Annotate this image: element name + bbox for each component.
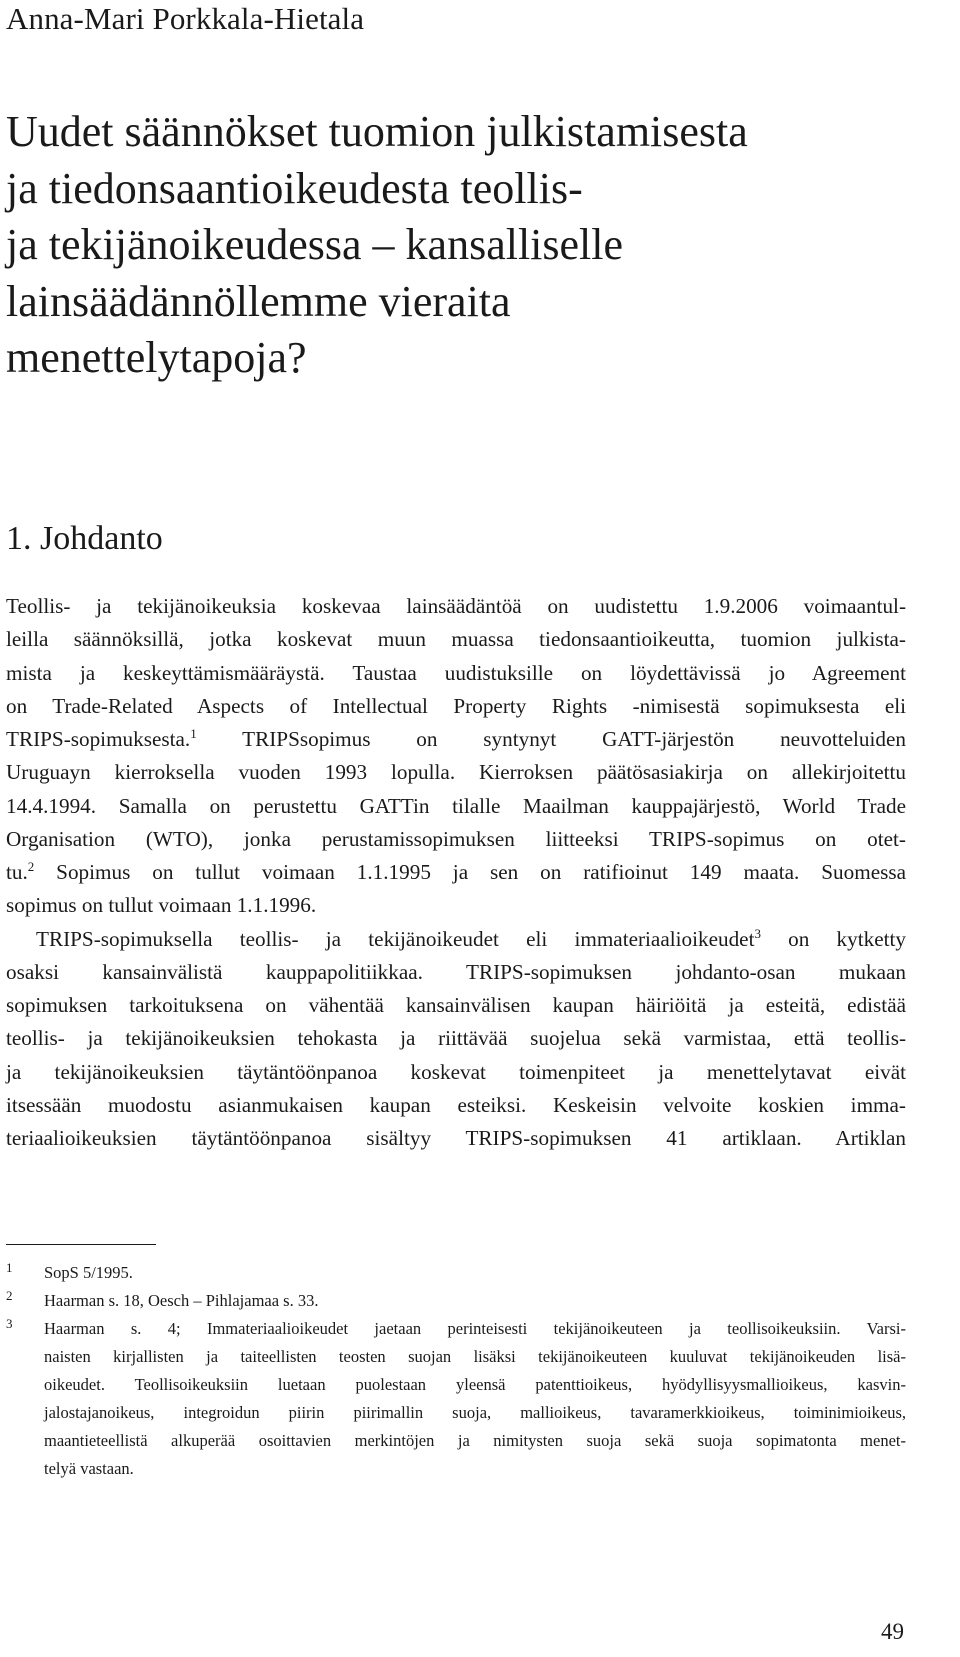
footnote-number: 3 <box>6 1316 13 1331</box>
title-line: menettelytapoja? <box>6 333 307 382</box>
running-header-author: Anna-Mari Porkkala-Hietala <box>6 1 365 36</box>
text-line: mista ja keskeyttämismääräystä. Taustaa uudistuksille on löydettävissä jo Agreement <box>6 660 906 685</box>
text-line: Organisation (WTO), jonka perustamissopimuksen liitteeksi TRIPS-sopimus on otet- <box>6 826 906 851</box>
footnote-line: Haarman s. 4; Immateriaalioikeudet jaetaan perinteisesti tekijänoikeuteen ja teollisoikeuksiin. Varsi- <box>44 1319 906 1338</box>
text-line <box>6 723 906 756</box>
footnote-ref[interactable]: 1 <box>190 726 197 741</box>
footnote-divider <box>6 1244 156 1245</box>
footnote-3 <box>6 1315 906 1483</box>
footnote-line: SopS 5/1995. <box>44 1263 133 1282</box>
text-segment: TRIPS-sopimuksella teollis- ja tekijänoikeudet eli immateriaalioikeudet <box>36 926 755 951</box>
footnote-line: naisten kirjallisten ja taiteellisten teosten suojan lisäksi tekijänoikeuteen kuuluvat tekijänoikeuden lisä- <box>44 1347 906 1366</box>
text-line: 14.4.1994. Samalla on perustettu GATTin tilalle Maailman kauppajärjestö, World Trade <box>6 793 906 818</box>
text-line: teriaalioikeuksien täytäntöönpanoa sisältyy TRIPS-sopimuksen 41 artiklaan. Artiklan <box>6 1126 906 1150</box>
title-line: ja tiedonsaantioikeudesta teollis- <box>6 163 583 213</box>
paragraph-1 <box>6 590 906 923</box>
text-line: on Trade-Related Aspects of Intellectual Property Rights -nimisestä sopimuksesta eli <box>6 693 906 718</box>
text-line: leilla säännöksillä, jotka koskevat muun muassa tiedonsaantioikeutta, tuomion julkista- <box>6 627 906 652</box>
footnote-ref[interactable]: 2 <box>27 859 35 874</box>
body-text <box>6 590 906 1155</box>
text-line: osaksi kansainvälistä kauppapolitiikkaa. TRIPS-sopimuksen johdanto-osan mukaan <box>6 959 906 984</box>
footnote-line: maantieteellistä alkuperää osoittavien merkintöjen ja nimitysten suoja sekä suoja sopimatonta menet- <box>44 1431 906 1450</box>
footnote-1 <box>6 1259 906 1287</box>
text-segment: on kytketty <box>760 926 906 951</box>
text-line <box>6 856 906 889</box>
text-line: itsessään muodostu asianmukaisen kaupan esteiksi. Keskeisin velvoite koskien imma- <box>6 1092 906 1117</box>
footnote-ref[interactable]: 3 <box>754 925 761 941</box>
text-line: sopimus on tullut voimaan 1.1.1996. <box>6 893 317 918</box>
footnote-line: oikeudet. Teollisoikeuksiin luetaan puolestaan yleensä patenttioikeus, hyödyllisyysmallioikeus, kasvin- <box>44 1375 906 1394</box>
paragraph-2 <box>6 923 906 1156</box>
footnote-line: Haarman s. 18, Oesch – Pihlajamaa s. 33. <box>44 1291 319 1310</box>
title-line: Uudet säännökset tuomion julkistamisesta <box>6 107 748 156</box>
text-segment: TRIPSsopimus on syntynyt GATT-järjestön neuvotteluiden <box>196 727 906 751</box>
text-line: Teollis- ja tekijänoikeuksia koskevaa lainsäädäntöä on uudistettu 1.9.2006 voimaantul- <box>6 594 906 618</box>
footnote-line: jalostajanoikeus, integroidun piirin piirimallin suoja, mallioikeus, tavaramerkkioikeus, toiminimioikeus, <box>44 1403 906 1422</box>
text-segment: tu. <box>6 860 28 884</box>
footnote-number: 1 <box>6 1260 13 1275</box>
footnotes <box>6 1259 906 1483</box>
text-line: teollis- ja tekijänoikeuksien tehokasta ja riittävää suojelua sekä varmistaa, että teollis- <box>6 1026 906 1051</box>
text-segment: Sopimus on tullut voimaan 1.1.1995 ja sen on ratifioinut 149 maata. Suomessa <box>34 860 906 884</box>
section-heading: 1. Johdanto <box>6 520 163 557</box>
text-segment: TRIPS-sopimuksesta. <box>6 727 191 751</box>
text-line: ja tekijänoikeuksien täytäntöönpanoa koskevat toimenpiteet ja menettelytavat eivät <box>6 1059 906 1084</box>
text-line: sopimuksen tarkoituksena on vähentää kansainvälisen kaupan häiriöitä ja esteitä, edistää <box>6 993 906 1017</box>
title-line: lainsäädännöllemme vieraita <box>6 276 511 326</box>
footnote-number: 2 <box>6 1288 13 1303</box>
footnote-line: telyä vastaan. <box>44 1459 134 1478</box>
page-number: 49 <box>881 1619 904 1644</box>
text-line: Uruguayn kierroksella vuoden 1993 lopulla. Kierroksen päätösasiakirja on allekirjoitettu <box>6 760 906 785</box>
text-line <box>6 923 906 956</box>
article-title <box>6 104 946 387</box>
footnote-2 <box>6 1287 906 1315</box>
title-line: ja tekijänoikeudessa – kansalliselle <box>6 220 624 269</box>
